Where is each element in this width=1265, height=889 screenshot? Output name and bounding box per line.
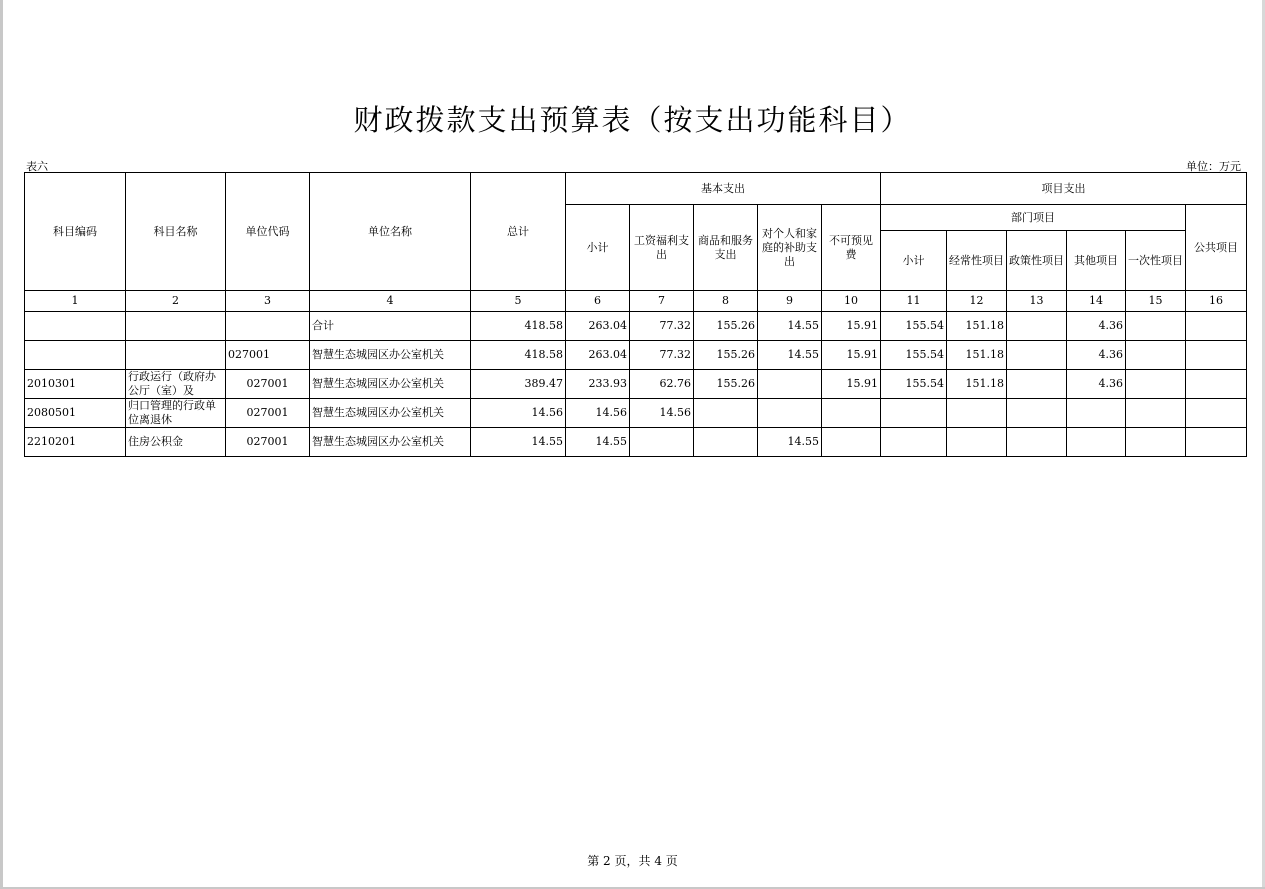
column-number: 14 <box>1067 291 1126 312</box>
cell-unit-name: 智慧生态城园区办公室机关 <box>310 428 471 457</box>
cell-other <box>1067 428 1126 457</box>
cell-public <box>1186 399 1247 428</box>
header-basic-expenditure: 基本支出 <box>566 173 881 205</box>
cell-unit-code: 027001 <box>226 399 310 428</box>
cell-goods <box>694 428 758 457</box>
header-other-projects: 其他项目 <box>1067 231 1126 291</box>
cell-unforeseen: 15.91 <box>822 370 881 399</box>
header-unit-name: 单位名称 <box>310 173 471 291</box>
column-number: 9 <box>758 291 822 312</box>
header-subject-name: 科目名称 <box>126 173 226 291</box>
cell-other: 4.36 <box>1067 312 1126 341</box>
cell-personal: 14.55 <box>758 428 822 457</box>
cell-project-subtotal <box>881 399 947 428</box>
budget-table <box>24 172 1247 457</box>
cell-basic-subtotal: 233.93 <box>566 370 630 399</box>
cell-subject-name: 归口管理的行政单位离退休 <box>126 399 226 428</box>
cell-total: 389.47 <box>471 370 566 399</box>
table-row <box>25 312 1247 341</box>
unit-label: 单位：万元 <box>1186 160 1241 173</box>
cell-unit-code <box>226 312 310 341</box>
cell-unit-name: 智慧生态城园区办公室机关 <box>310 399 471 428</box>
page-footer: 第 2 页，共 4 页 <box>587 854 678 868</box>
cell-subject-name <box>126 341 226 370</box>
column-number: 1 <box>25 291 126 312</box>
page-title: 财政拨款支出预算表（按支出功能科目） <box>353 103 912 137</box>
header-basic-subtotal: 小计 <box>566 205 630 291</box>
cell-policy <box>1007 399 1067 428</box>
cell-onetime <box>1126 312 1186 341</box>
cell-policy <box>1007 370 1067 399</box>
cell-regular: 151.18 <box>947 312 1007 341</box>
cell-wages: 77.32 <box>630 341 694 370</box>
cell-public <box>1186 428 1247 457</box>
cell-public <box>1186 370 1247 399</box>
cell-unforeseen <box>822 399 881 428</box>
column-number: 6 <box>566 291 630 312</box>
header-subject-code: 科目编码 <box>25 173 126 291</box>
cell-project-subtotal: 155.54 <box>881 312 947 341</box>
cell-unit-name: 合计 <box>310 312 471 341</box>
column-number: 4 <box>310 291 471 312</box>
cell-public <box>1186 341 1247 370</box>
cell-total: 14.56 <box>471 399 566 428</box>
column-number: 3 <box>226 291 310 312</box>
column-number-row <box>25 291 1247 312</box>
header-total: 总计 <box>471 173 566 291</box>
cell-subject-code: 2010301 <box>25 370 126 399</box>
header-unit-code: 单位代码 <box>226 173 310 291</box>
header-public-projects: 公共项目 <box>1186 205 1247 291</box>
cell-other: 4.36 <box>1067 341 1126 370</box>
cell-goods: 155.26 <box>694 341 758 370</box>
cell-subject-name: 住房公积金 <box>126 428 226 457</box>
cell-goods: 155.26 <box>694 312 758 341</box>
cell-unit-code: 027001 <box>226 370 310 399</box>
table-number: 表六 <box>26 160 48 173</box>
cell-basic-subtotal: 14.56 <box>566 399 630 428</box>
cell-regular: 151.18 <box>947 341 1007 370</box>
cell-project-subtotal: 155.54 <box>881 341 947 370</box>
header-regular-projects: 经常性项目 <box>947 231 1007 291</box>
cell-onetime <box>1126 341 1186 370</box>
cell-other <box>1067 399 1126 428</box>
cell-unforeseen <box>822 428 881 457</box>
column-number: 16 <box>1186 291 1247 312</box>
header-project-expenditure: 项目支出 <box>881 173 1247 205</box>
header-department-projects: 部门项目 <box>881 205 1186 231</box>
cell-personal: 14.55 <box>758 341 822 370</box>
table-row <box>25 370 1247 399</box>
cell-basic-subtotal: 14.55 <box>566 428 630 457</box>
column-number: 15 <box>1126 291 1186 312</box>
cell-unit-code: 027001 <box>226 341 310 370</box>
cell-personal <box>758 399 822 428</box>
cell-goods <box>694 399 758 428</box>
header-goods-services: 商品和服务支出 <box>694 205 758 291</box>
cell-wages: 62.76 <box>630 370 694 399</box>
table-row <box>25 399 1247 428</box>
header-unforeseen: 不可预见费 <box>822 205 881 291</box>
cell-onetime <box>1126 399 1186 428</box>
cell-subject-code: 2210201 <box>25 428 126 457</box>
header-onetime-projects: 一次性项目 <box>1126 231 1186 291</box>
cell-onetime <box>1126 428 1186 457</box>
cell-regular <box>947 399 1007 428</box>
cell-subject-code: 2080501 <box>25 399 126 428</box>
column-number: 7 <box>630 291 694 312</box>
column-number: 11 <box>881 291 947 312</box>
cell-regular: 151.18 <box>947 370 1007 399</box>
cell-total: 14.55 <box>471 428 566 457</box>
cell-basic-subtotal: 263.04 <box>566 341 630 370</box>
cell-basic-subtotal: 263.04 <box>566 312 630 341</box>
cell-public <box>1186 312 1247 341</box>
column-number: 2 <box>126 291 226 312</box>
column-number: 8 <box>694 291 758 312</box>
cell-project-subtotal: 155.54 <box>881 370 947 399</box>
cell-wages: 77.32 <box>630 312 694 341</box>
header-wages: 工资福利支出 <box>630 205 694 291</box>
table-row <box>25 428 1247 457</box>
cell-policy <box>1007 341 1067 370</box>
cell-wages <box>630 428 694 457</box>
cell-goods: 155.26 <box>694 370 758 399</box>
table-row <box>25 341 1247 370</box>
cell-subject-name: 行政运行（政府办公厅（室）及 <box>126 370 226 399</box>
column-number: 12 <box>947 291 1007 312</box>
column-number: 10 <box>822 291 881 312</box>
column-number: 5 <box>471 291 566 312</box>
header-policy-projects: 政策性项目 <box>1007 231 1067 291</box>
cell-policy <box>1007 428 1067 457</box>
cell-other: 4.36 <box>1067 370 1126 399</box>
cell-unforeseen: 15.91 <box>822 312 881 341</box>
cell-unit-code: 027001 <box>226 428 310 457</box>
cell-total: 418.58 <box>471 312 566 341</box>
cell-subject-code <box>25 341 126 370</box>
cell-wages: 14.56 <box>630 399 694 428</box>
cell-personal <box>758 370 822 399</box>
column-number: 13 <box>1007 291 1067 312</box>
header-personal-subsidy: 对个人和家庭的补助支出 <box>758 205 822 291</box>
cell-onetime <box>1126 370 1186 399</box>
cell-policy <box>1007 312 1067 341</box>
cell-unit-name: 智慧生态城园区办公室机关 <box>310 370 471 399</box>
cell-total: 418.58 <box>471 341 566 370</box>
header-dept-subtotal: 小计 <box>881 231 947 291</box>
header-row-1 <box>25 173 1247 205</box>
cell-personal: 14.55 <box>758 312 822 341</box>
cell-unit-name: 智慧生态城园区办公室机关 <box>310 341 471 370</box>
cell-subject-code <box>25 312 126 341</box>
cell-project-subtotal <box>881 428 947 457</box>
cell-subject-name <box>126 312 226 341</box>
cell-unforeseen: 15.91 <box>822 341 881 370</box>
cell-regular <box>947 428 1007 457</box>
